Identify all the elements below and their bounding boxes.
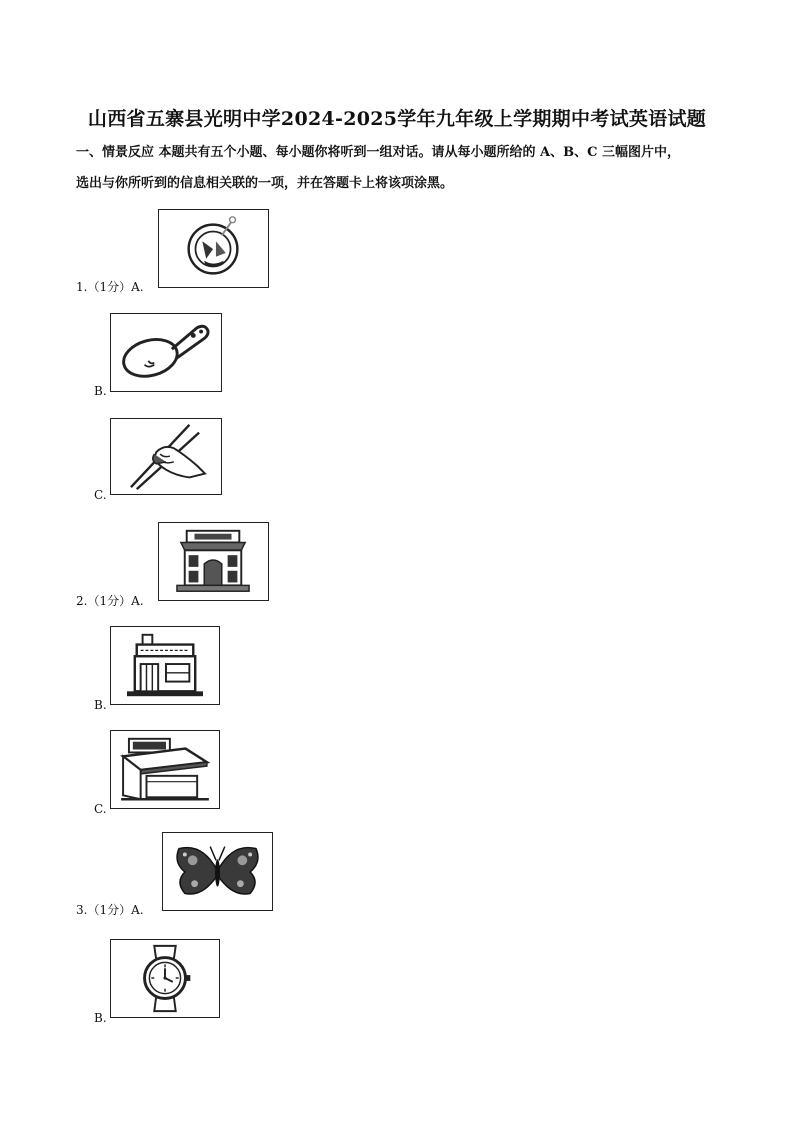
chopsticks-icon	[111, 419, 221, 494]
page-title: 山西省五寨县光明中学2024-2025学年九年级上学期期中考试英语试题	[87, 108, 707, 130]
question-3-option-b-label: B.	[94, 1011, 107, 1025]
butterfly-icon	[163, 833, 272, 910]
question-2-option-c[interactable]	[110, 730, 220, 809]
question-2-option-c-label: C.	[94, 802, 107, 816]
section-instruction-line2: 选出与你所听到的信息相关联的一项，并在答题卡上将该项涂黑。	[76, 176, 454, 191]
question-1-option-c[interactable]	[110, 418, 222, 495]
question-1-label: 1.（1分）A.	[76, 280, 144, 294]
question-3-label: 3.（1分）A.	[76, 903, 144, 917]
bank-building-icon	[159, 523, 268, 600]
question-3-option-b[interactable]	[110, 939, 220, 1018]
watch-icon	[111, 940, 219, 1017]
question-2-option-b[interactable]	[110, 626, 220, 705]
question-1-option-c-label: C.	[94, 488, 107, 502]
shop-icon	[111, 627, 219, 704]
station-icon	[111, 731, 219, 808]
question-1-option-a[interactable]	[158, 209, 269, 288]
question-2-option-b-label: B.	[94, 698, 107, 712]
spoon-icon	[111, 314, 221, 391]
question-2-label: 2.（1分）A.	[76, 594, 144, 608]
question-1-option-b-label: B.	[94, 384, 107, 398]
bowl-icon	[159, 210, 268, 287]
question-1-option-b[interactable]	[110, 313, 222, 392]
question-2-option-a[interactable]	[158, 522, 269, 601]
section-instruction-line1: 一、情景反应 本题共有五个小题、每小题你将听到一组对话。请从每小题所给的 A、B、C 三幅图片中，	[76, 145, 680, 160]
question-3-option-a[interactable]	[162, 832, 273, 911]
